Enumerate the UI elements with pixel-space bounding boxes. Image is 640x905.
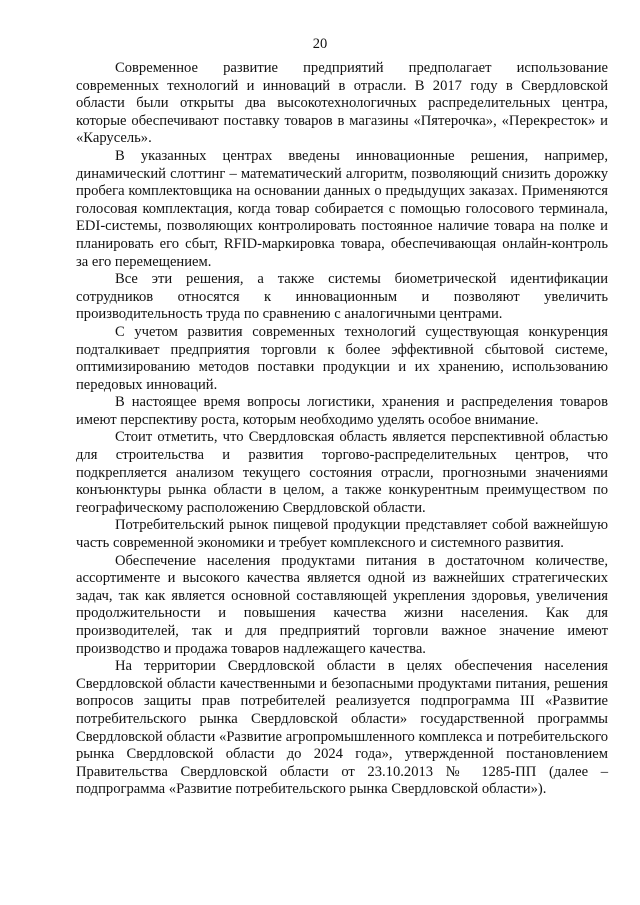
body-text	[76, 60, 608, 799]
page-number: 20	[312, 36, 328, 52]
paragraph-logistics: В настоящее время вопросы логистики, хранения и распределения товаров имеют перспективу роста, которым необходимо уделять особое внимание.	[76, 394, 608, 428]
paragraph-competition: С учетом развития современных технологий существующая конкуренция подталкивает предприятия торговли к более эффективной сбытовой системе, оптимизированию методов поставки продукции и их хранению, использованию передовых инноваций.	[76, 323, 608, 393]
paragraph-subprogram: На территории Свердловской области в целях обеспечения населения Свердловской области качественными и безопасными продуктами питания, решения вопросов защиты прав потребителей реализуется подпрограмма III «Развитие потребительского рынка Свердловской области» государственной программы Свердловской области «Развитие агропромышленного комплекса и потребительского рынка Свердловской области до 2024 года», утвержденной постановлением Правительства Свердловской области от 23.10.2013 № 1285-ПП (далее – подпрограмма «Развитие потребительского рынка Свердловской области»).	[76, 658, 608, 798]
paragraph-food-market: Потребительский рынок пищевой продукции представляет собой важнейшую часть современной экономики и требует комплексного и системного развития.	[76, 517, 608, 552]
paragraph-innovative-solutions: В указанных центрах введены инновационные решения, например, динамический слоттинг – математический алгоритм, позволяющий снизить дорожку пробега комплектовщика на основании данных о предыдущих заказах. Применяются голосовая комплектация, когда товар собирается с помощью голосового терминала, EDI-системы, позволяющих контролировать постоянное наличие товара на полке и планировать его сбыт, RFID-маркировка товара, обеспечивающая онлайн-контроль за его перемещением.	[76, 147, 608, 270]
paragraph-region-prospects: Стоит отметить, что Свердловская область является перспективной областью для строительства и развития торгово-распределительных центров, что подкрепляется анализом текущего состояния отрасли, прогнозными значениями конъюнктуры рынка области в целом, а также конкурентным преимуществом по географическому расположению Свердловской области.	[76, 429, 608, 516]
paragraph-biometric-identification: Все эти решения, а также системы биометрической идентификации сотрудников относятся к инновационным и позволяют увеличить производительность труда по сравнению с аналогичными центрами.	[76, 271, 608, 323]
paragraph-modern-development: Современное развитие предприятий предполагает использование современных технологий и инноваций в отрасли. В 2017 году в Свердловской области были открыты два высокотехнологичных распределительных центра, которые обеспечивают поставку товаров в магазины «Пятерочка», «Перекресток» и «Карусель».	[76, 60, 608, 147]
paragraph-food-supply: Обеспечение населения продуктами питания в достаточном количестве, ассортименте и высокого качества является одной из важнейших стратегических задач, так как является основной составляющей укрепления здоровья, увеличения продолжительности и повышения качества жизни населения. Как для производителей, так и для предприятий торговли важное значение имеют производство и продажа товаров надлежащего качества.	[76, 552, 608, 657]
